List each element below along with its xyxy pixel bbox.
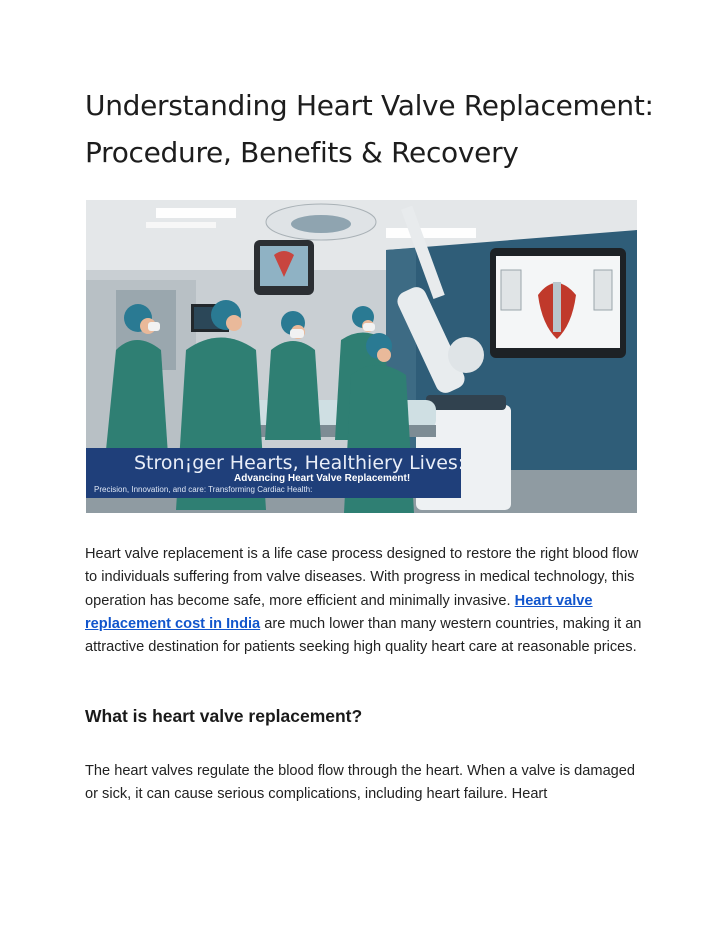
banner-headline: Stron¡ger Hearts, Healthiery Lives: xyxy=(134,452,465,474)
section-heading: What is heart valve replacement? xyxy=(85,706,363,726)
section-paragraph: The heart valves regulate the blood flow through the heart. When a valve is damaged or sick, it can cause serious complications, including heart failure. Heart xyxy=(85,763,636,803)
intro-text: Heart valve replacement is a life case process designed to restore the right blood flow to individuals suffering from valve diseases. With progress in medical technology, this operation has become safe, more efficient and minimally invasive. xyxy=(85,546,639,609)
banner-subheadline: Advancing Heart Valve Replacement! xyxy=(234,473,411,484)
hero-image xyxy=(86,200,637,513)
intro-text-continued: are much lower than many western countries, making it an attractive destination for patients seeking high quality heart care at reasonable prices. xyxy=(85,615,642,656)
cost-in-india-link[interactable]: Heart valve replacement cost in India xyxy=(85,592,593,632)
banner-tagline: Precision, Innovation, and care: Transforming Cardiac Health: xyxy=(94,485,313,494)
hero-banner xyxy=(86,448,465,498)
intro-paragraph xyxy=(85,543,650,659)
page-title: Understanding Heart Valve Replacement: Procedure, Benefits & Recovery xyxy=(85,89,654,169)
